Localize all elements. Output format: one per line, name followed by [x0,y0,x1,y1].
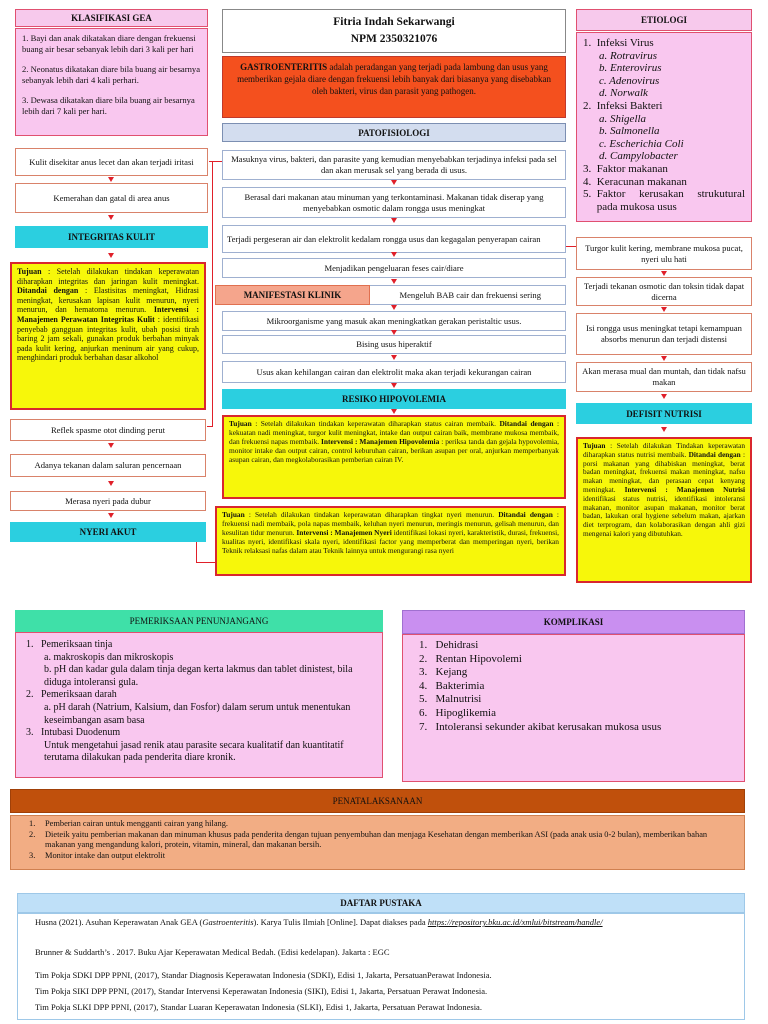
arrow-down [391,218,397,223]
hipovolemia-intervensi: Tujuan : Setelah dilakukan tindakan keperawatan diharapkan status cairan membaik. Ditandai dengan : kekuatan nadi meningkat, turgor kulit meningkat, intake dan output cairan baik, membrane mukosa membaik, dan frekuensi napas membaik. Intervensi : Manajemen Hipovolemia : periksa tanda dan gejala hypovolemia, monitor intake dan output cairan, control keburuhan cairan, berikan asupan per oral, anjurkan memperbanyak asupan cairan, dan megkolaborasikan pemberian cairan IV. [222,415,566,499]
nyeri-intervensi: Tujuan : Setelah dilakukan tindakan keperawatan diharapkan tingkat nyeri menurun. Ditandai dengan : frekuensi nadi membaik, pola napas membaik, keluhan nyeri menurun, meringis menurun, gelisah menurun, dan kesulitan tidur menurun. Intervensi : Manajemen Nyeri identifikasi lokasi nyeri, karakteristik, durasi, frekuensi, kualitas nyeri, identifikasi skala nyeri, identifikasi factor yang memperberat dan memperingan nyeri, berikan Teknik relaksasi nafas dalam atau Teknik lainnya untuk mengurangi rasa nyeri [215,506,566,576]
arrow-down [108,177,114,182]
virus-item: b. Enterovirus [599,62,662,75]
komplikasi-item: 1. Dehidrasi [419,639,479,651]
virus-item: a. Rotravirus [599,49,658,62]
klasifikasi-item: 1. Bayi dan anak dikatakan diare dengan frekuensi buang air besar sebanyak lebih dari 3 kali per hari [22,33,196,54]
pustaka-ref: Tim Pokja SDKI DPP PPNI, (2017), Standar Diagnosis Keperawatan Indonesia (SDKI), Edisi 1, Jakarta, PersatuanPerawat Indonesia. [35,970,492,980]
pato-step: Mikroorganisme yang masuk akan meningkatkan gerakan peristaltic usus. [222,311,566,331]
arrow-down [108,215,114,220]
penunjang-box [15,632,383,778]
connector-line [212,161,213,426]
komplikasi-item: 2. Rentan Hipovolemi [419,652,522,665]
arrow-down [661,356,667,361]
komplikasi-item: 7. Intoleransi sekunder akibat kerusakan mukosa usus [419,720,662,733]
arrow-down [108,481,114,486]
pustaka-ref: Tim Pokja SIKI DPP PPNI, (2017), Standar Intervensi Keperawatan Indonesia (SIKI), Edisi 1, Jakarta, Persatuan Perawat Indonesia. [35,986,488,996]
right-step: Akan merasa mual dan muntah, dan tidak nafsu makan [576,362,752,392]
etiologi-other: 3. Faktor makanan [583,162,668,175]
hipovolemia-title: RESIKO HIPOVOLEMIA [222,389,566,409]
klasifikasi-title: KLASIFIKASI GEA [15,9,208,27]
arrow-down [391,383,397,388]
bakteri-item: b. Salmonella [599,125,660,138]
nyeri-akut-title: NYERI AKUT [10,522,206,542]
komplikasi-title: KOMPLIKASI [402,610,745,634]
penunjang-item: 2. Pemeriksaan darah [26,689,117,701]
right-step: Turgor kulit kering, membrane mukosa pucat, nyeri ulu hati [576,237,752,270]
pustaka-title: DAFTAR PUSTAKA [17,893,745,913]
arrow-down [391,252,397,257]
virus-item: c. Adenovirus [599,74,660,87]
arrow-down [661,307,667,312]
pustaka-ref: Tim Pokja SLKI DPP PPNI, (2017), Standar Luaran Keperawatan Indonesia (SLKI), Edisi 1, Jakarta, Persatuan Perawat Indonesia. [35,1002,482,1012]
defisit-intervensi: Tujuan : Setelah dilakukan Tindakan keperawatan diharapkan status nutrisi membaik. Ditandai dengan : porsi makanan yang dihabiskan meningkat, berat badan meningkat, frekuensi makan meningkat, nafsu makan meningkat, dan perasaan cepat kenyang meningkat. Intervensi : Manajemen Nutrisi identifikasi status nutrisi, identifikasi intoleransi makanan, monitor asupan makanan, monitor berat badan, lakukan oral hygiene sebelum makan, ajarkan diet terprogram, dan kolaborasikan dengan ahli gizi mengenai kalori yang dibutuhkan. [576,437,752,583]
arrow-down [108,513,114,518]
defisit-title: DEFISIT NUTRISI [576,403,752,424]
arrow-down [391,409,397,414]
pato-step: Masuknya virus, bakteri, dan parasite yang kemudian menyebabkan terjadinya infeksi pada sel dan akan merusak sel yang berada di usus. [222,150,566,180]
bakteri-item: c. Escherichia Coli [599,137,684,150]
arrow-down [661,427,667,432]
etiologi-other: 5. Faktor kerusakan strukutural pada mukosa usus [583,188,745,213]
pato-step: Menjadikan pengeluaran feses cair/diare [222,258,566,278]
nyeri-step: Reflek spasme otot dinding perut [10,419,206,441]
komplikasi-item: 6. Hipoglikemia [419,706,496,719]
komplikasi-box [402,634,745,782]
arrow-down [661,271,667,276]
bakteri-item: a. Shigella [599,112,647,125]
nyeri-step: Merasa nyeri pada dubur [10,491,206,511]
author-name: Fitria Indah Sekarwangi [333,16,455,28]
pustaka-link[interactable]: https://repository.bku.ac.id/xmlui/bitstream/handle/ [427,917,603,927]
klasifikasi-item: 2. Neonatus dikatakan diare bila buang air besarnya sebanyak lebih dari 4 kali perhari. [22,64,201,85]
etiologi-box [576,32,752,222]
etiologi-virus: 1. Infeksi Virus [583,37,654,49]
penatalaksanaan-item: 3. Monitor intake dan output elektrolit [29,850,166,860]
penunjang-sub: Untuk mengetahui jasad renik atau parasite secara kualitatif dan kuantitatif terutama dilakukan pada penderita diare kronik. [44,739,344,764]
connector-line [566,246,576,247]
penatalaksanaan-item: 1. Pemberian cairan untuk mengganti cairan yang hilang. [29,819,229,828]
penatalaksanaan-box [10,815,745,870]
arrow-down [108,443,114,448]
penunjang-sub: a. pH darah (Natrium, Kalsium, dan Fosfor) dalam serum untuk menentukan keseimbangan asam basa [44,701,351,726]
penunjang-item: 3. Intubasi Duodenum [26,727,121,739]
integritas-title: INTEGRITAS KULIT [15,226,208,248]
penunjang-sub: b. pH dan kadar gula dalam tinja degan kerta lakmus dan tablet dinistest, bila diduga intoleransi gula. [44,664,353,688]
etiologi-bakteri: 2. Infeksi Bakteri [583,99,663,112]
right-step: Terjadi tekanan osmotic dan toksin tidak dapat dicerna [576,277,752,306]
komplikasi-item: 4. Bakterimia [419,679,485,692]
integritas-intervensi: Tujuan : Setelah dilakukan tindakan keperawatan diharapkan integritas dan jaringan kulit meningkat. Ditandai dengan : Elastisitas meningkat, Hidrasi meningkat, kerusakan lapisan kulit menurun, nyeri menurun, dan hematoma menurun. Intervensi : Manajemen Perawatan Integritas Kulit : identifikasi penyebab gangguan integritas kulit, ubah posisi tirah baring 2 jam sekali, gunakan produk berbahan minyak pada kulit kering, anjurkan meninum air yang cukup, menghindari produk berbahan dasar alkohol [10,262,206,410]
left-step: Kemerahan dan gatal di area anus [15,183,208,213]
nyeri-step: Adanya tekanan dalam saluran pencernaan [10,454,206,477]
pato-step: Usus akan kehilangan cairan dan elektrolit maka akan terjadi kekurangan cairan [222,361,566,383]
komplikasi-item: 5. Malnutrisi [419,693,482,706]
penatalaksanaan-title: PENATALAKSANAAN [10,789,745,813]
arrow-down [391,330,397,335]
klasifikasi-item: 3. Dewasa dikatakan diare bila buang air besarnya lebih dari 7 kali per hari. [22,95,195,116]
author-npm: NPM 2350321076 [350,33,438,45]
arrow-down [391,305,397,310]
komplikasi-item: 3. Kejang [419,666,468,679]
etiologi-title: ETIOLOGI [576,9,752,31]
pato-step: Bising usus hiperaktif [222,335,566,354]
klasifikasi-box [15,28,208,136]
patofisiologi-title: PATOFISIOLOGI [222,123,566,142]
pato-step: Berasal dari makanan atau minuman yang terkontaminasi. Makanan tidak diserap yang menyebabkan osmotic dalam rongga usus meningkat [222,187,566,218]
pato-step: Terjadi pergeseran air dan elektrolit kedalam rongga usus dan kegagalan penyerapan cairan [222,225,566,253]
penunjang-sub: a. makroskopis dan mikroskopis [44,651,174,663]
right-step: Isi rongga usus meningkat tetapi kemampuan absorbs menurun dan terjadi distensi [576,313,752,355]
definition-box [222,56,566,118]
connector-line [209,161,222,162]
arrow-down [391,180,397,185]
penunjang-title: PEMERIKSAAN PENUNJANGANG [15,610,383,632]
pustaka-box [17,913,745,1020]
etiologi-other: 4. Keracunan makanan [583,175,687,188]
definition-text: adalah peradangan yang terjadi pada lambung dan usus yang memberikan gejala diare dengan frekuensi lebih banyak dari biasanya yang disebabkan oleh bakteri, virus dan parasit yang pathogen. [237,62,551,96]
connector-line [196,542,197,562]
arrow-down [391,355,397,360]
penunjang-item: 1. Pemeriksaan tinja [26,639,113,650]
arrow-down [661,394,667,399]
virus-item: d. Norwalk [599,87,648,100]
pustaka-ref: Husna (2021). Asuhan Keperawatan Anak GEA (Gastroenteritis). Karya Tulis Ilmiah [Online]. Dapat diakses pada https://repository.bku.ac.id/xmlui/bitstream/handle/ [35,917,603,927]
bakteri-item: d. Campylobacter [599,150,678,163]
manifestasi-title: MANIFESTASI KLINIK [215,285,370,305]
definition-term: GASTROENTERITIS [240,62,328,72]
author-box [222,9,566,53]
pato-step: Mengeluh BAB cair dan frekuensi sering [222,285,566,305]
connector-line [196,562,216,563]
connector-line [207,426,213,427]
arrow-down [108,253,114,258]
penatalaksanaan-item: 2. Dieteik yaitu pemberian makanan dan minuman khusus pada penderita dengan tujuan penyembuhan dan menjaga Kesehatan dengan memberikan ASI (pada anak usia 0-2 bulan), memberikan bahan makanan yang mengandung kalori, protein, vitamin, mineral, dan makanan bersih. [29,829,708,850]
arrow-down [391,279,397,284]
pustaka-ref: Brunner & Suddarth’s . 2017. Buku Ajar Keperawatan Medical Bedah. (Edisi kedelapan). Jakarta : EGC [35,947,390,957]
left-step: Kulit disekitar anus lecet dan akan terjadi iritasi [15,148,208,176]
